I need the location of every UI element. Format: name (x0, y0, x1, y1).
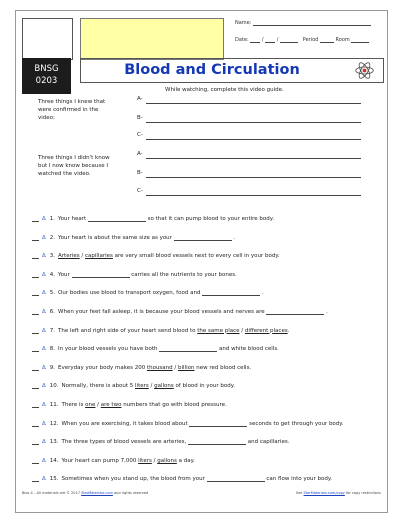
delta-icon: Δ (42, 439, 46, 446)
check-blank[interactable] (32, 253, 39, 259)
question-row (32, 365, 251, 371)
question-number: 9. (49, 364, 56, 371)
question-text: Sometimes when you stand up, the blood from your (61, 476, 207, 483)
delta-icon: Δ (42, 364, 46, 371)
confirmed-prompt: Three things I knew that were confirmed in the video: (38, 99, 106, 121)
answer-line-confirmed-1[interactable] (146, 122, 361, 123)
check-blank[interactable] (32, 309, 39, 315)
fill-in-blank[interactable] (88, 216, 146, 222)
check-blank[interactable] (32, 346, 39, 352)
answer-line-learned-0[interactable] (146, 158, 361, 159)
course-code: BNSG 0203 (22, 58, 71, 94)
question-text: so that it can pump blood to your entire body. (145, 216, 274, 222)
question-text: / (172, 364, 179, 371)
question-text: . (287, 327, 290, 334)
question-row (32, 253, 280, 259)
choice-option[interactable]: gallons (154, 383, 174, 390)
check-blank[interactable] (32, 402, 39, 408)
question-text: / (151, 457, 158, 464)
learned-prompt: Three things I didn't know but I now know because I watched the video. (38, 155, 110, 177)
question-text: numbers that go with blood pressure. (121, 402, 227, 408)
delta-icon: Δ (42, 346, 46, 353)
question-row (32, 476, 332, 482)
question-number: 14. (49, 457, 59, 464)
question-row (32, 290, 264, 296)
question-number: 13. (49, 439, 59, 446)
question-text: are very small blood vessels next to every cell in your body. (112, 253, 280, 260)
check-blank[interactable] (32, 272, 39, 278)
question-text: The three types of blood vessels are arteries, (61, 439, 188, 446)
name-field[interactable] (253, 20, 371, 26)
choice-option[interactable]: thousand (146, 364, 173, 371)
question-text: Your heart is about the same size as your (58, 234, 174, 241)
atom-icon (354, 60, 375, 81)
choice-label: A- (137, 151, 143, 157)
answer-line-confirmed-0[interactable] (146, 103, 361, 104)
question-row (32, 216, 274, 222)
delta-icon: Δ (42, 271, 46, 278)
check-blank[interactable] (32, 421, 39, 427)
check-blank[interactable] (32, 290, 39, 296)
answer-line-learned-2[interactable] (146, 195, 361, 196)
question-text: The left and right side of your heart send blood to (58, 327, 198, 334)
footer-link[interactable]: StarMaterials.com (81, 491, 113, 495)
delta-icon: Δ (42, 216, 46, 222)
date-line: Date: / / Period Room (235, 37, 369, 43)
delta-icon: Δ (42, 402, 46, 408)
choice-option[interactable]: liters (135, 383, 149, 390)
choice-option[interactable]: different places (244, 327, 288, 334)
room-field[interactable] (351, 37, 369, 43)
choice-label: C- (137, 188, 143, 194)
choice-option[interactable]: liters (138, 457, 152, 464)
question-text: Our bodies use blood to transport oxygen, food and (58, 290, 203, 297)
question-text: There is (61, 402, 86, 408)
date-year[interactable] (280, 37, 298, 43)
question-text: / (239, 327, 245, 334)
choice-option[interactable]: are two (100, 402, 122, 408)
question-text: In your blood vessels you have both (58, 346, 160, 353)
question-text: Your (58, 271, 72, 278)
question-text: of blood in your body. (173, 383, 235, 390)
delta-icon: Δ (42, 234, 46, 241)
question-text: Your heart can pump 7,000 (61, 457, 139, 464)
question-number: 8. (49, 346, 56, 353)
instructions: While watching, complete this video guide. (165, 87, 284, 93)
question-number: 11. (49, 402, 59, 408)
check-blank[interactable] (32, 328, 39, 334)
check-blank[interactable] (32, 383, 39, 389)
question-row (32, 458, 195, 464)
question-text: new red blood cells. (194, 364, 252, 371)
check-blank[interactable] (32, 216, 39, 222)
delta-icon: Δ (42, 420, 46, 427)
question-text: / (95, 402, 101, 408)
delta-icon: Δ (42, 383, 46, 390)
question-text: / (79, 253, 85, 260)
question-text: When you are exercising, it takes blood about (61, 420, 190, 427)
choice-label: B- (137, 115, 143, 121)
choice-option[interactable]: Arteries (58, 253, 80, 260)
question-text: . (231, 234, 236, 241)
question-text: . (260, 290, 264, 297)
logo-box (22, 18, 73, 60)
question-row (32, 272, 237, 278)
question-text: and white blood cells. (217, 346, 279, 353)
question-text: . (324, 309, 328, 315)
question-number: 4. (49, 271, 56, 278)
choice-option[interactable]: billion (178, 364, 195, 371)
footer-copyright: Bios 4 – All materials are © 2017 StarMaterials.com and rights reserved (22, 491, 149, 495)
choice-option[interactable]: capillaries (84, 253, 113, 260)
question-row (32, 346, 279, 352)
check-blank[interactable] (32, 235, 39, 241)
fill-in-blank[interactable] (188, 439, 246, 445)
period-field[interactable] (320, 37, 334, 43)
choice-label: B- (137, 170, 143, 176)
delta-icon: Δ (42, 476, 46, 483)
question-text: and capillaries. (245, 439, 290, 446)
room-label: Room (335, 37, 350, 43)
choice-label: A- (137, 96, 143, 102)
question-row (32, 235, 235, 241)
question-number: 6. (49, 309, 56, 315)
choice-option[interactable]: gallons (157, 457, 177, 464)
question-row (32, 439, 289, 445)
question-text: can flow into your body. (264, 476, 333, 483)
question-number: 10. (49, 383, 59, 390)
date-month[interactable] (250, 37, 260, 43)
fill-in-blank[interactable] (159, 346, 217, 352)
question-row (32, 328, 289, 334)
choice-option[interactable]: one (85, 402, 96, 408)
question-number: 2. (49, 234, 56, 241)
delta-icon: Δ (42, 327, 46, 334)
question-text: seconds to get through your body. (247, 420, 344, 427)
date-day[interactable] (265, 37, 275, 43)
question-row (32, 402, 227, 408)
question-text: Normally, there is about 5 (61, 383, 136, 390)
question-text: When your feet fall asleep, it is because your blood vessels and nerves are (58, 309, 267, 315)
delta-icon: Δ (42, 253, 46, 260)
question-text: Everyday your body makes 200 (58, 364, 147, 371)
check-blank[interactable] (32, 458, 39, 464)
question-number: 12. (49, 420, 59, 427)
delta-icon: Δ (42, 309, 46, 315)
fill-in-blank[interactable] (202, 290, 260, 296)
fill-in-blank[interactable] (174, 235, 232, 241)
answer-line-confirmed-2[interactable] (146, 139, 361, 140)
question-number: 5. (49, 290, 56, 297)
fill-in-blank[interactable] (189, 421, 247, 427)
name-line (235, 20, 371, 26)
delta-icon: Δ (42, 290, 46, 297)
check-blank[interactable] (32, 365, 39, 371)
question-number: 15. (49, 476, 59, 483)
question-number: 1. (49, 216, 56, 222)
question-text: carries all the nutrients to your bones. (129, 271, 237, 278)
footer-copy-link[interactable]: StarMaterials.com/copy (303, 491, 345, 495)
question-row (32, 309, 328, 315)
choice-label: C- (137, 132, 143, 138)
name-label: Name: (235, 20, 252, 26)
title-box (80, 58, 384, 83)
question-row (32, 383, 235, 389)
answer-line-learned-1[interactable] (146, 177, 361, 178)
delta-icon: Δ (42, 457, 46, 464)
highlight-box (80, 18, 224, 60)
check-blank[interactable] (32, 439, 39, 445)
footer-restrictions: See StarMaterials.com/copy for copy restrictions (295, 491, 381, 495)
fill-in-blank[interactable] (207, 476, 265, 482)
choice-option[interactable]: the same place (197, 327, 240, 334)
fill-in-blank[interactable] (266, 309, 324, 315)
question-number: 7. (49, 327, 56, 334)
fill-in-blank[interactable] (72, 272, 130, 278)
page-title: Blood and Circulation (124, 62, 300, 78)
question-text: a day. (176, 457, 195, 464)
period-label: Period (302, 37, 319, 43)
question-row (32, 421, 344, 427)
date-label: Date: (235, 37, 249, 43)
question-text: Your heart (58, 216, 88, 222)
check-blank[interactable] (32, 476, 39, 482)
question-number: 3. (49, 253, 56, 260)
question-text: / (148, 383, 155, 390)
